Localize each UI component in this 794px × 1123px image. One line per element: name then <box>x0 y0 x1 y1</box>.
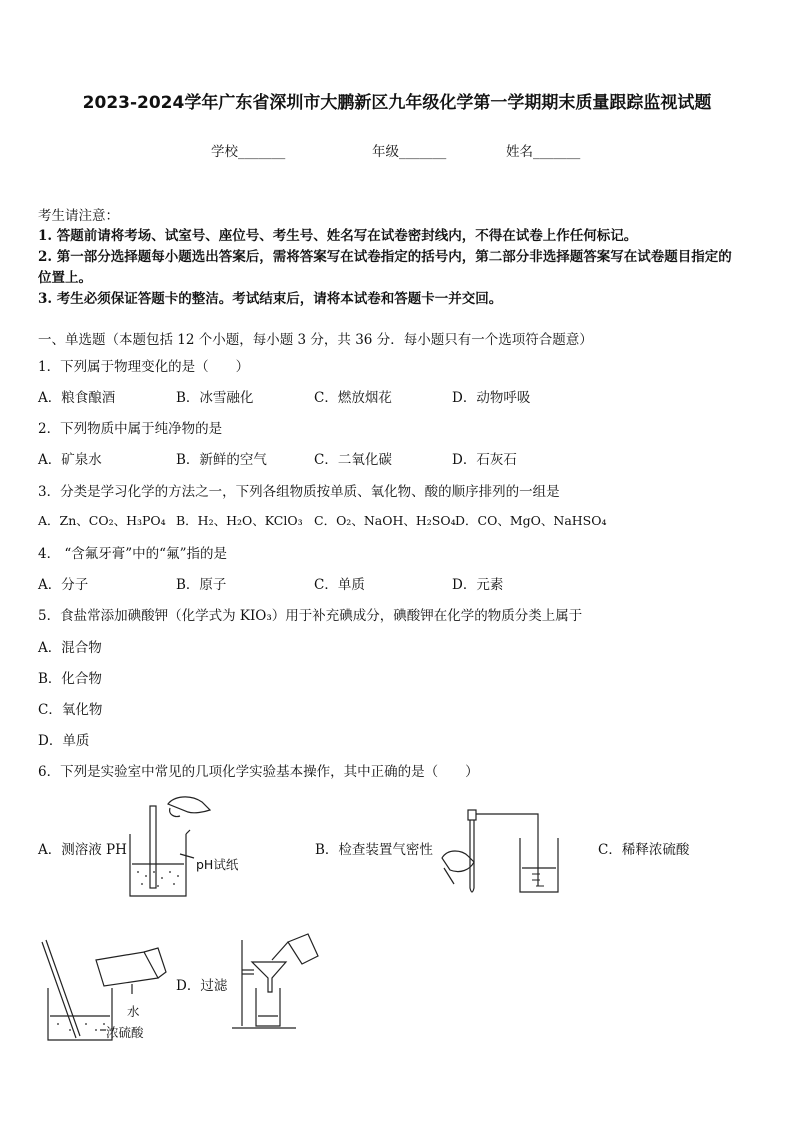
q2-option-c[interactable]: C．二氧化碳 <box>314 452 392 468</box>
q6-stem: 6．下列是实验室中常见的几项化学实验基本操作，其中正确的是（ ） <box>38 764 479 780</box>
notice-item-1: 1. 答题前请将考场、试室号、座位号、考生号、姓名写在试卷密封线内，不得在试卷上作任何标记。 <box>38 228 638 244</box>
q1-option-a[interactable]: A．粮食酿酒 <box>38 390 116 406</box>
q1-option-c[interactable]: C．燃放烟花 <box>314 390 392 406</box>
q6-option-a[interactable]: A．测溶液 PH <box>38 842 127 858</box>
notice-item-2-cont: 位置上。 <box>38 270 92 286</box>
water-label: 水 <box>127 1004 140 1019</box>
q4-option-c[interactable]: C．单质 <box>314 577 365 593</box>
q6-option-c[interactable]: C．稀释浓硫酸 <box>598 842 690 858</box>
q5-option-d[interactable]: D．单质 <box>38 733 90 749</box>
q6-option-b[interactable]: B．检查装置气密性 <box>315 842 433 858</box>
notice-heading: 考生请注意： <box>38 208 119 224</box>
q2-option-b[interactable]: B．新鲜的空气 <box>176 452 267 468</box>
q3-option-c[interactable]: C．O₂、NaOH、H₂SO₄ <box>314 513 456 528</box>
q4-option-d[interactable]: D．元素 <box>452 577 504 593</box>
notice-item-3: 3. 考生必须保证答题卡的整洁。考试结束后，请将本试卷和答题卡一并交回。 <box>38 291 503 307</box>
q1-option-d[interactable]: D．动物呼吸 <box>452 390 531 406</box>
q5-option-b[interactable]: B．化合物 <box>38 671 102 687</box>
ph-paper-label: pH试纸 <box>196 857 239 872</box>
name-field[interactable]: 姓名_______ <box>506 144 581 160</box>
q1-stem: 1．下列属于物理变化的是（ ） <box>38 359 250 375</box>
q1-option-b[interactable]: B．冰雪融化 <box>176 390 254 406</box>
school-field[interactable]: 学校_______ <box>211 144 286 160</box>
q3-option-b[interactable]: B．H₂、H₂O、KClO₃ <box>176 513 303 528</box>
q2-option-d[interactable]: D．石灰石 <box>452 452 517 468</box>
q5-option-c[interactable]: C．氧化物 <box>38 702 103 718</box>
conc-acid-label: 浓硫酸 <box>106 1025 144 1040</box>
q2-stem: 2．下列物质中属于纯净物的是 <box>38 421 223 437</box>
q3-stem: 3．分类是学习化学的方法之一，下列各组物质按单质、氧化物、酸的顺序排列的一组是 <box>38 484 560 500</box>
section-heading: 一、单选题（本题包括 12 个小题，每小题 3 分，共 36 分．每小题只有一个选项符合题意） <box>38 332 593 348</box>
grade-field[interactable]: 年级_______ <box>372 144 447 160</box>
filtration-figure <box>232 934 324 1032</box>
q2-option-a[interactable]: A．矿泉水 <box>38 452 102 468</box>
q6-option-d[interactable]: D．过滤 <box>176 978 228 994</box>
q4-stem: 4． “含氟牙膏”中的“氟”指的是 <box>38 546 227 562</box>
q5-stem: 5．食盐常添加碘酸钾（化学式为 KIO₃）用于补充碘成分，碘酸钾在化学的物质分类上属于 <box>38 608 583 624</box>
q4-option-b[interactable]: B．原子 <box>176 577 227 593</box>
q3-option-a[interactable]: A．Zn、CO₂、H₃PO₄ <box>38 513 166 528</box>
page-title: 2023-2024学年广东省深圳市大鹏新区九年级化学第一学期期末质量跟踪监视试题 <box>82 93 712 113</box>
q3-option-d[interactable]: D．CO、MgO、NaHSO₄ <box>455 513 607 528</box>
q5-option-a[interactable]: A．混合物 <box>38 640 102 656</box>
notice-item-2: 2. 第一部分选择题每小题选出答案后，需将答案写在试卷指定的括号内，第二部分非选择题答案写在试卷题目指定的 <box>38 249 732 265</box>
q4-option-a[interactable]: A．分子 <box>38 577 89 593</box>
ph-test-figure <box>130 796 250 901</box>
airtightness-figure <box>440 808 570 898</box>
